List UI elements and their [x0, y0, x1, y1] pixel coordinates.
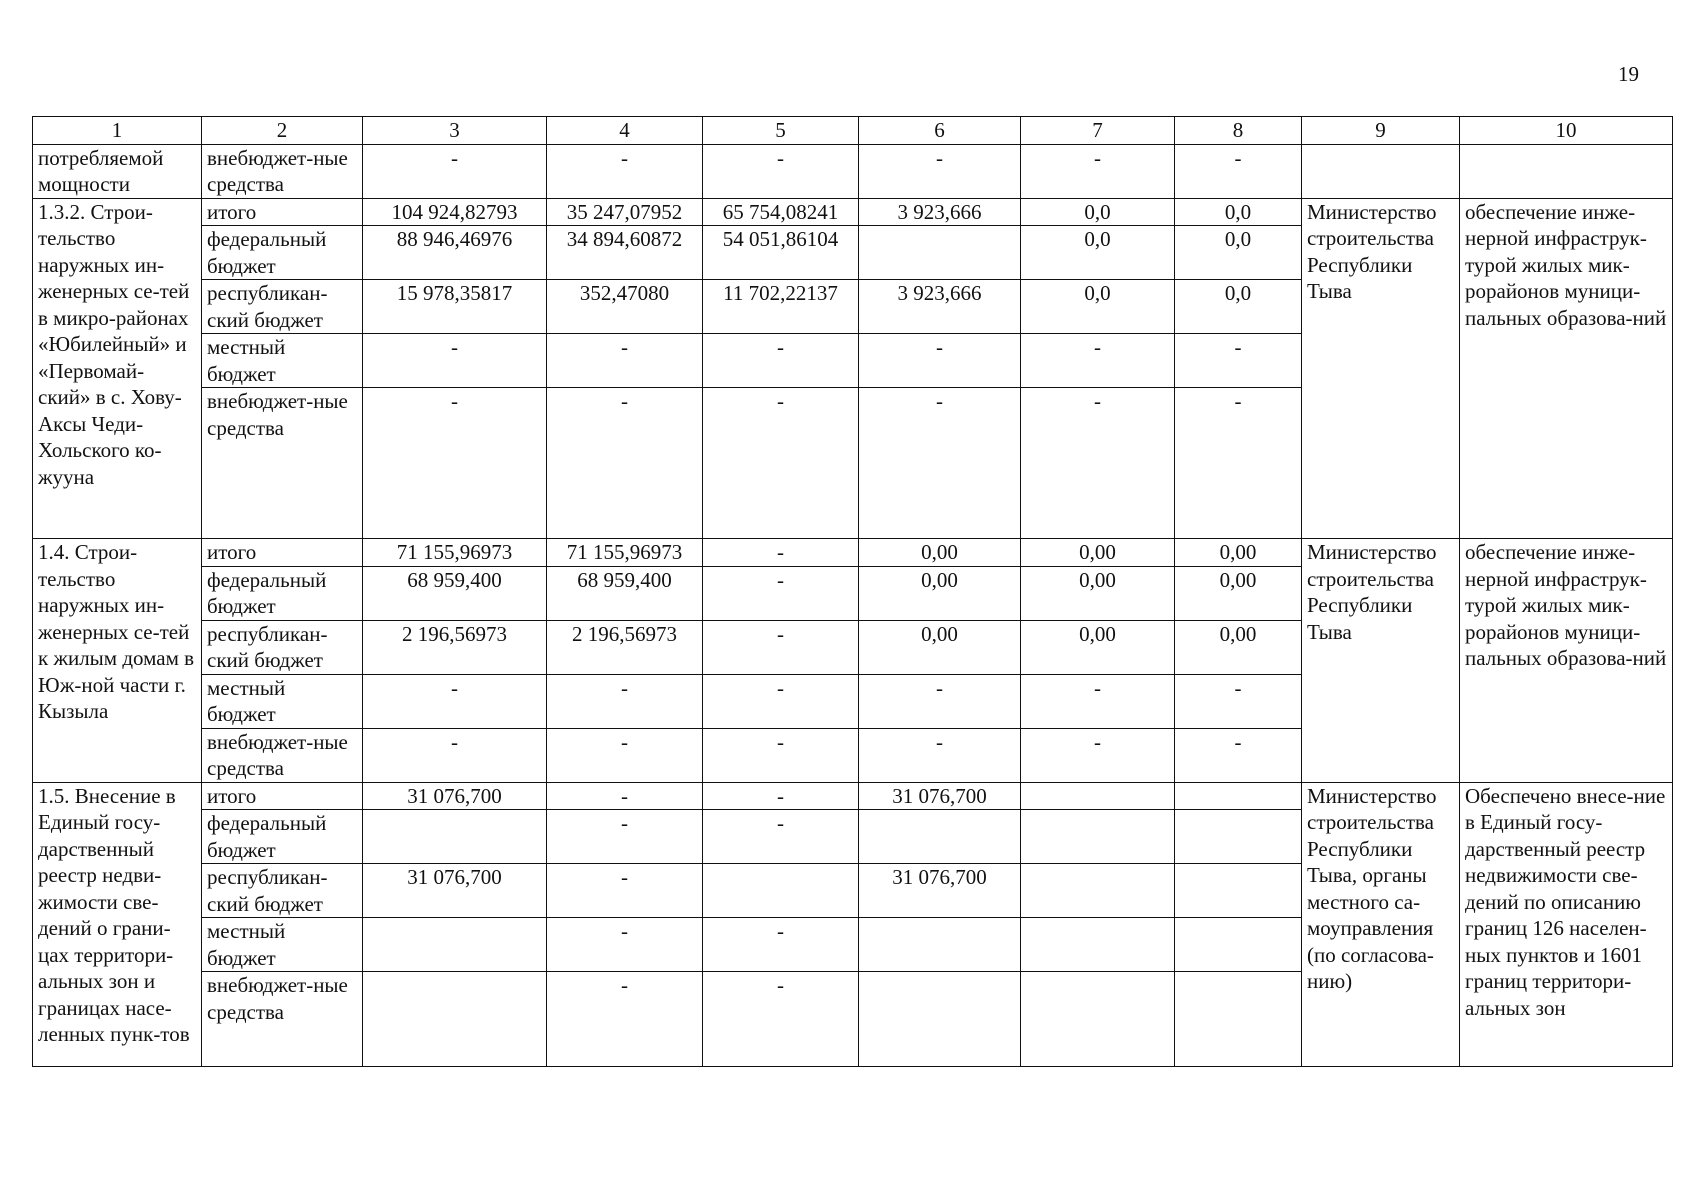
- value-cell: -: [703, 674, 859, 728]
- value-cell: 0,00: [1021, 620, 1175, 674]
- header-cell: 1: [33, 117, 202, 145]
- value-cell: 68 959,400: [547, 566, 703, 620]
- result-cell: [1460, 144, 1673, 198]
- value-cell: -: [703, 918, 859, 972]
- funding-source-label: внебюджет-ные средства: [202, 144, 363, 198]
- header-cell: 6: [859, 117, 1021, 145]
- value-cell: 15 978,35817: [363, 280, 547, 334]
- value-cell: [1021, 810, 1175, 864]
- value-cell: [1175, 810, 1302, 864]
- value-cell: 0,0: [1021, 226, 1175, 280]
- value-cell: -: [547, 918, 703, 972]
- header-cell: 3: [363, 117, 547, 145]
- header-cell: 5: [703, 117, 859, 145]
- value-cell: [859, 810, 1021, 864]
- value-cell: -: [547, 782, 703, 810]
- value-cell: -: [703, 539, 859, 567]
- header-cell: 8: [1175, 117, 1302, 145]
- funding-source-label: итого: [202, 782, 363, 810]
- value-cell: 31 076,700: [859, 864, 1021, 918]
- funding-source-label: федеральный бюджет: [202, 810, 363, 864]
- value-cell: 88 946,46976: [363, 226, 547, 280]
- header-cell: 9: [1302, 117, 1460, 145]
- executor-cell: [1302, 144, 1460, 198]
- value-cell: 31 076,700: [363, 782, 547, 810]
- value-cell: -: [547, 388, 703, 539]
- value-cell: [1175, 864, 1302, 918]
- funding-source-label: республикан-ский бюджет: [202, 864, 363, 918]
- value-cell: -: [1175, 334, 1302, 388]
- value-cell: 0,00: [859, 620, 1021, 674]
- value-cell: 31 076,700: [859, 782, 1021, 810]
- value-cell: -: [859, 388, 1021, 539]
- result-cell: Обеспечено внесе-ние в Единый госу-дарственный реестр недвижимости све-дений по описанию границ 126 населен-ных пунктов и 1601 границ территори-альных зон: [1460, 782, 1673, 1067]
- measure-title: 1.3.2. Строи-тельство наружных ин-женерных се-тей в микро-районах «Юбилейный» и «Первомай-ский» в с. Хову-Аксы Чеди-Хольского ко-жууна: [33, 198, 202, 539]
- value-cell: -: [547, 728, 703, 782]
- funding-source-label: итого: [202, 198, 363, 226]
- value-cell: 0,00: [1175, 539, 1302, 567]
- value-cell: 0,00: [1021, 566, 1175, 620]
- table-row: [33, 198, 1673, 226]
- value-cell: [363, 810, 547, 864]
- continuation-title: потребляемой мощности: [33, 144, 202, 198]
- funding-source-label: местный бюджет: [202, 918, 363, 972]
- header-row: [33, 117, 1673, 145]
- value-cell: -: [547, 810, 703, 864]
- value-cell: [1175, 972, 1302, 1067]
- value-cell: [1175, 782, 1302, 810]
- value-cell: -: [547, 972, 703, 1067]
- value-cell: -: [547, 864, 703, 918]
- value-cell: -: [363, 334, 547, 388]
- value-cell: 11 702,22137: [703, 280, 859, 334]
- result-cell: обеспечение инже-нерной инфраструк-турой жилых мик-рорайонов муници-пальных образова-ний: [1460, 539, 1673, 783]
- budget-table: [32, 116, 1673, 1067]
- value-cell: 0,0: [1175, 280, 1302, 334]
- value-cell: 352,47080: [547, 280, 703, 334]
- value-cell: 35 247,07952: [547, 198, 703, 226]
- value-cell: -: [703, 972, 859, 1067]
- value-cell: -: [547, 674, 703, 728]
- value-cell: -: [363, 674, 547, 728]
- funding-source-label: внебюджет-ные средства: [202, 728, 363, 782]
- header-cell: 2: [202, 117, 363, 145]
- funding-source-label: местный бюджет: [202, 334, 363, 388]
- value-cell: 54 051,86104: [703, 226, 859, 280]
- funding-source-label: федеральный бюджет: [202, 566, 363, 620]
- header-cell: 10: [1460, 117, 1673, 145]
- value-cell: [1021, 972, 1175, 1067]
- executor-cell: Министерство строительства Республики Тыва: [1302, 198, 1460, 539]
- value-cell: -: [1021, 144, 1175, 198]
- value-cell: 68 959,400: [363, 566, 547, 620]
- value-cell: [1021, 918, 1175, 972]
- value-cell: 2 196,56973: [547, 620, 703, 674]
- value-cell: -: [859, 674, 1021, 728]
- funding-source-label: республикан-ский бюджет: [202, 620, 363, 674]
- value-cell: -: [363, 388, 547, 539]
- result-cell: обеспечение инже-нерной инфраструк-турой жилых мик-рорайонов муници-пальных образова-ний: [1460, 198, 1673, 539]
- measure-title: 1.5. Внесение в Единый госу-дарственный реестр недви-жимости све-дений о грани-цах территори-альных зон и границах насе-ленных пунк-тов: [33, 782, 202, 1067]
- continuation-row: [33, 144, 1673, 198]
- value-cell: 3 923,666: [859, 280, 1021, 334]
- value-cell: 0,0: [1021, 198, 1175, 226]
- funding-source-label: федеральный бюджет: [202, 226, 363, 280]
- value-cell: -: [703, 334, 859, 388]
- table-row: [33, 539, 1673, 567]
- value-cell: 0,00: [859, 539, 1021, 567]
- value-cell: -: [363, 144, 547, 198]
- value-cell: [1021, 864, 1175, 918]
- value-cell: -: [703, 810, 859, 864]
- value-cell: 65 754,08241: [703, 198, 859, 226]
- value-cell: 0,0: [1175, 198, 1302, 226]
- value-cell: [1175, 918, 1302, 972]
- value-cell: 34 894,60872: [547, 226, 703, 280]
- funding-source-label: внебюджет-ные средства: [202, 388, 363, 539]
- value-cell: 71 155,96973: [547, 539, 703, 567]
- value-cell: 0,00: [1175, 620, 1302, 674]
- value-cell: 104 924,82793: [363, 198, 547, 226]
- value-cell: 0,00: [1175, 566, 1302, 620]
- value-cell: -: [1175, 388, 1302, 539]
- value-cell: [1021, 782, 1175, 810]
- funding-source-label: внебюджет-ные средства: [202, 972, 363, 1067]
- value-cell: 31 076,700: [363, 864, 547, 918]
- value-cell: -: [703, 566, 859, 620]
- value-cell: -: [1021, 334, 1175, 388]
- value-cell: -: [703, 388, 859, 539]
- executor-cell: Министерство строительства Республики Тыва, органы местного са-моуправления (по согласова-нию): [1302, 782, 1460, 1067]
- value-cell: 71 155,96973: [363, 539, 547, 567]
- value-cell: [859, 972, 1021, 1067]
- header-cell: 7: [1021, 117, 1175, 145]
- header-cell: 4: [547, 117, 703, 145]
- value-cell: -: [703, 728, 859, 782]
- funding-source-label: итого: [202, 539, 363, 567]
- funding-source-label: местный бюджет: [202, 674, 363, 728]
- funding-source-label: республикан-ский бюджет: [202, 280, 363, 334]
- value-cell: [363, 972, 547, 1067]
- value-cell: 0,00: [859, 566, 1021, 620]
- value-cell: -: [1175, 728, 1302, 782]
- value-cell: -: [859, 334, 1021, 388]
- value-cell: 0,0: [1175, 226, 1302, 280]
- value-cell: -: [703, 620, 859, 674]
- value-cell: -: [859, 144, 1021, 198]
- value-cell: -: [547, 334, 703, 388]
- executor-cell: Министерство строительства Республики Тыва: [1302, 539, 1460, 783]
- value-cell: -: [703, 144, 859, 198]
- table-row: [33, 782, 1673, 810]
- page-number: 19: [1618, 62, 1639, 86]
- value-cell: -: [1175, 144, 1302, 198]
- value-cell: [703, 864, 859, 918]
- value-cell: 0,00: [1021, 539, 1175, 567]
- measure-title: 1.4. Строи-тельство наружных ин-женерных се-тей к жилым домам в Юж-ной части г. Кызыла: [33, 539, 202, 783]
- value-cell: -: [1021, 674, 1175, 728]
- value-cell: 3 923,666: [859, 198, 1021, 226]
- value-cell: -: [1021, 388, 1175, 539]
- value-cell: -: [859, 728, 1021, 782]
- value-cell: -: [703, 782, 859, 810]
- value-cell: -: [1175, 674, 1302, 728]
- value-cell: -: [1021, 728, 1175, 782]
- value-cell: -: [547, 144, 703, 198]
- value-cell: [363, 918, 547, 972]
- value-cell: 0,0: [1021, 280, 1175, 334]
- value-cell: [859, 918, 1021, 972]
- value-cell: -: [363, 728, 547, 782]
- value-cell: 2 196,56973: [363, 620, 547, 674]
- value-cell: [859, 226, 1021, 280]
